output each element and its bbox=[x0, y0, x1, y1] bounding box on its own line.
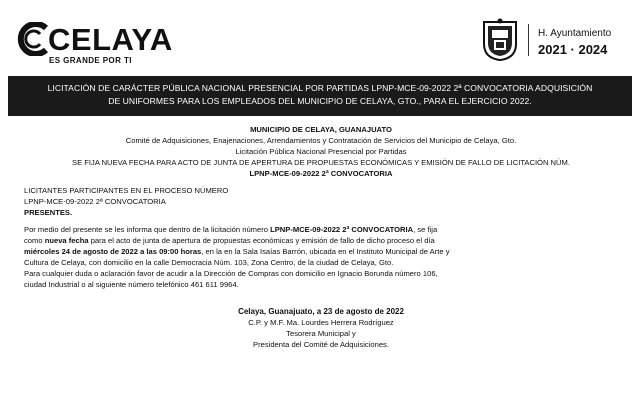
body-line-2: como nueva fecha para el acto de junta de apertura de propuestas económicas y emisión de fallo de dicho proceso el día bbox=[24, 236, 435, 245]
title-line-1: LICITACIÓN DE CARÁCTER PÚBLICA NACIONAL PRESENCIAL POR PARTIDAS LPNP-MCE-09-2022 2ª CONVOCATORIA ADQUISICIÓN bbox=[47, 83, 593, 93]
body-line-1: Por medio del presente se les informa que dentro de la licitación número LPNP-MCE-09-2022 2ª CONVOCATORIA, se fija bbox=[24, 225, 438, 234]
title-line-2: DE UNIFORMES PARA LOS EMPLEADOS DEL MUNICIPIO DE CELAYA, GTO., PARA EL EJERCICIO 2022. bbox=[108, 96, 532, 106]
comite-line: Comité de Adquisiciones, Enajenaciones, Arrendamientos y Contratación de Servicios del Municipio de Celaya, Gto. bbox=[125, 136, 517, 145]
municipal-seal-icon bbox=[480, 18, 520, 62]
header bbox=[0, 0, 640, 74]
administration-period: 2021 · 2024 bbox=[538, 42, 608, 57]
logo-mark-icon bbox=[16, 22, 50, 56]
header-divider bbox=[528, 24, 529, 56]
logo-tagline: ES GRANDE POR TI bbox=[49, 56, 132, 65]
body-line-6: ciudad Industrial o al siguiente número telefónico 461 611 9964. bbox=[24, 280, 239, 289]
body-line-3: miércoles 24 de agosto de 2022 a las 09:00 horas, en la en la Sala Isaías Barrón, ubicada en el Instituto Municipal de Arte y bbox=[24, 247, 450, 256]
signer-role-1: Tesorera Municipal y bbox=[286, 329, 356, 338]
body-line-4: Cultura de Celaya, con domicilio en la calle Democracia Núm. 103, Zona Centro, de la ciudad de Celaya, Gto. bbox=[24, 258, 394, 267]
nueva-fecha-heading: SE FIJA NUEVA FECHA PARA ACTO DE JUNTA DE APERTURA DE PROPUESTAS ECONÓMICAS Y EMISIÓN DE FALLO DE LICITACIÓN NÚM. bbox=[72, 158, 570, 167]
participants-presentes: PRESENTES. bbox=[24, 208, 73, 217]
signer-role-2: Presidenta del Comité de Adquisiciones. bbox=[253, 340, 389, 349]
ayuntamiento-label: H. Ayuntamiento bbox=[538, 28, 612, 39]
participants-line-2: LPNP-MCE-09-2022 2ª CONVOCATORIA bbox=[24, 197, 166, 206]
municipio-heading: MUNICIPIO DE CELAYA, GUANAJUATO bbox=[250, 125, 392, 134]
licitacion-type: Licitación Pública Nacional Presencial por Partidas bbox=[235, 147, 407, 156]
licitacion-number: LPNP-MCE-09-2022 2ª CONVOCATORIA bbox=[249, 169, 393, 178]
logo-wordmark: CELAYA bbox=[48, 22, 173, 57]
celaya-logo bbox=[16, 22, 173, 68]
title-band bbox=[8, 76, 632, 116]
notice-content bbox=[24, 124, 618, 350]
participants-line-1: LICITANTES PARTICIPANTES EN EL PROCESO NÚMERO bbox=[24, 186, 229, 195]
place-date: Celaya, Guanajuato, a 23 de agosto de 2022 bbox=[238, 307, 404, 316]
signature-block bbox=[24, 306, 618, 350]
body-line-5: Para cualquier duda o aclaración favor de acudir a la Dirección de Compras con domicilio en Ignacio Borunda número 106, bbox=[24, 269, 438, 278]
signer-name: C.P. y M.F. Ma. Lourdes Herrera Rodríguez bbox=[248, 318, 394, 327]
